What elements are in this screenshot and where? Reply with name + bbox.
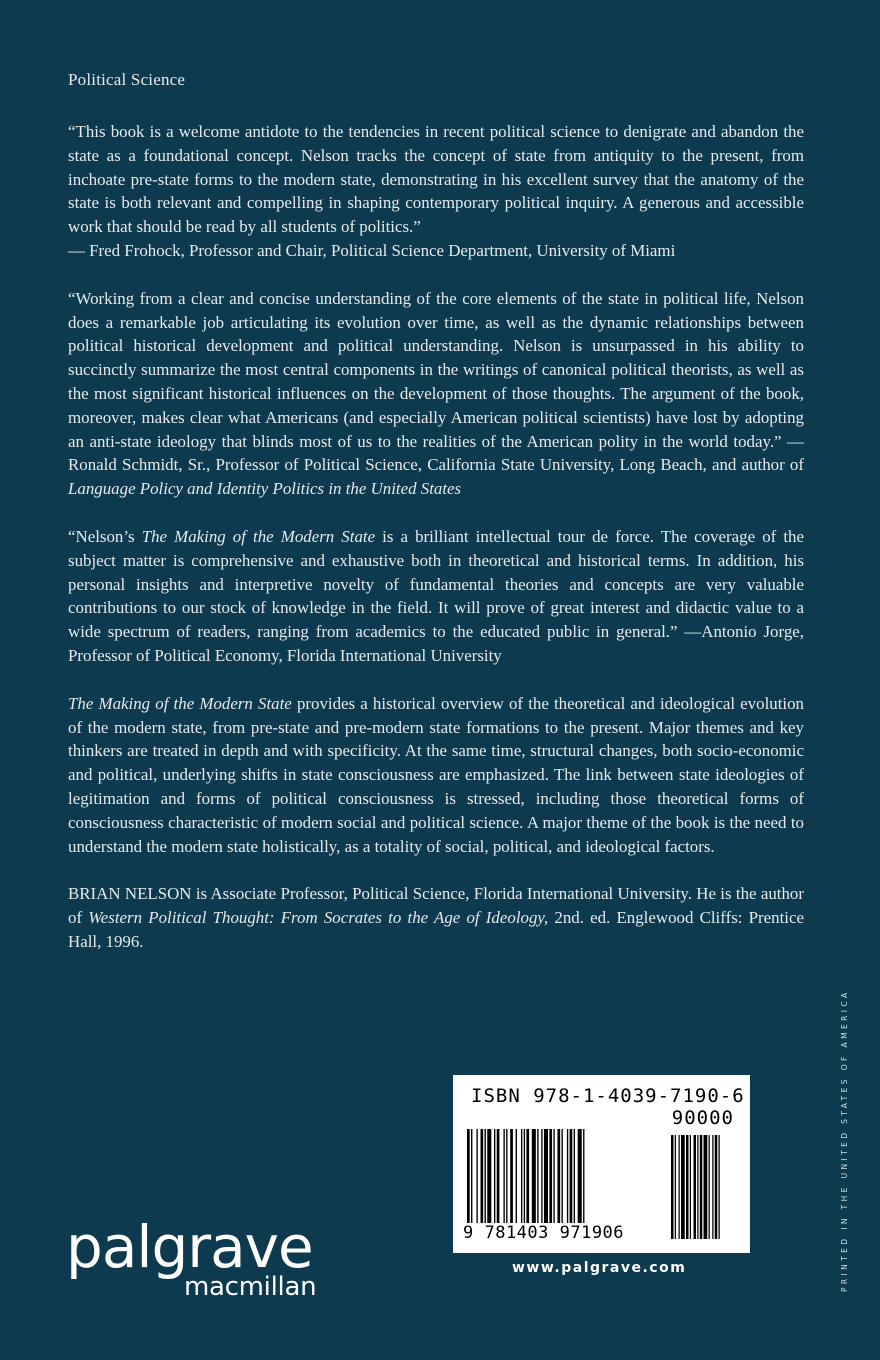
blurb-quote: is a brilliant intellectual tour de force. The coverage of the subject matter is comprehensive and exhaustive both in theoretical and historical terms. In addition, his personal insights and interpretive novelty of fundamental theories and concepts are very valuable contributions to our stock of knowledge in the field. It will prove of great interest and didactic value to a wide spectrum of readers, ranging from academics to the educated public in general.” [68, 526, 804, 642]
price-addon-label: 90000 [671, 1107, 734, 1129]
blurb-jorge [68, 525, 804, 668]
barcode-digits: 9 781403 971906 [463, 1223, 643, 1243]
cited-work-title: Language Policy and Identity Politics in the United States [68, 479, 462, 499]
book-description [68, 692, 804, 859]
blurb-attribution: — Fred Frohock, Professor and Chair, Political Science Department, University of Miami [68, 240, 676, 260]
author-bio [68, 882, 804, 953]
blurb-schmidt [68, 287, 804, 501]
blurb-quote: “This book is a welcome antidote to the tendencies in recent political science to denigrate and abandon the state as a foundational concept. Nelson tracks the concept of state from antiquity to the present, from inchoate pre-state forms to the modern state, demonstrating in his excellent survey that the anatomy of the state is both relevant and compelling in shaping contemporary political inquiry. A generous and accessible work that should be read by all students of politics.” [68, 122, 804, 237]
blurb-frohock [68, 120, 804, 263]
publisher-website: www.palgrave.com [512, 1260, 687, 1276]
author-bio-text: BRIAN NELSON is Associate Professor, Political Science, Florida International University. He is the author of [68, 884, 804, 928]
blurb-quote-prefix: “Nelson’s [68, 526, 142, 546]
blurb-attribution: —Ronald Schmidt, Sr., Professor of Political Science, California State University, Long Beach, and author of [68, 431, 804, 475]
description-text: provides a historical overview of the theoretical and ideological evolution of the modern state, from pre-state and pre-modern state formations to the present. Major themes and key thinkers are treated in depth and with specificity. At the same time, structural changes, both socio-economic and political, underlying shifts in state consciousness are emphasized. The link between state ideologies of legitimation and forms of political consciousness is stressed, including those theoretical forms of consciousness characteristic of modern social and political science. A major theme of the book is the need to understand the modern state holistically, as a totality of social, political, and ideological factors. [68, 693, 804, 856]
author-bio-suffix: 2nd. ed. Englewood Cliffs: Prentice Hall, 1996. [68, 908, 804, 951]
back-cover-text [68, 120, 804, 954]
blurb-attribution: —Antonio Jorge, Professor of Political Economy, Florida International University [68, 622, 804, 665]
logo-subbrand: macmillan [184, 1272, 317, 1302]
author-previous-work: Western Political Thought: From Socrates to the Age of Ideology, [88, 908, 549, 928]
category-label: Political Science [68, 70, 186, 89]
isbn-label: ISBN 978-1-4039-7190-6 [471, 1085, 745, 1107]
logo-wordmark: palgrave [66, 1213, 313, 1281]
isbn-barcode-box [453, 1075, 750, 1253]
publisher-logo [66, 1213, 317, 1302]
blurb-quote: “Working from a clear and concise understanding of the core elements of the state in political life, Nelson does a remarkable job articulating its evolution over time, as well as the dynamic relationships between political historical development and political understanding. Nelson is unsurpassed in his ability to succinctly summarize the most central components in the writings of canonical political theorists, as well as the most significant historical influences on the development of those thoughts. The argument of the book, moreover, makes clear what Americans (and especially American political scientists) have lost by adopting an anti-state ideology that blinds most of us to the realities of the American polity in the world today.” [68, 288, 804, 451]
book-title: The Making of the Modern State [141, 526, 376, 546]
book-title: The Making of the Modern State [68, 693, 292, 713]
printed-in-note: PRINTED IN THE UNITED STATES OF AMERICA [840, 989, 849, 1292]
